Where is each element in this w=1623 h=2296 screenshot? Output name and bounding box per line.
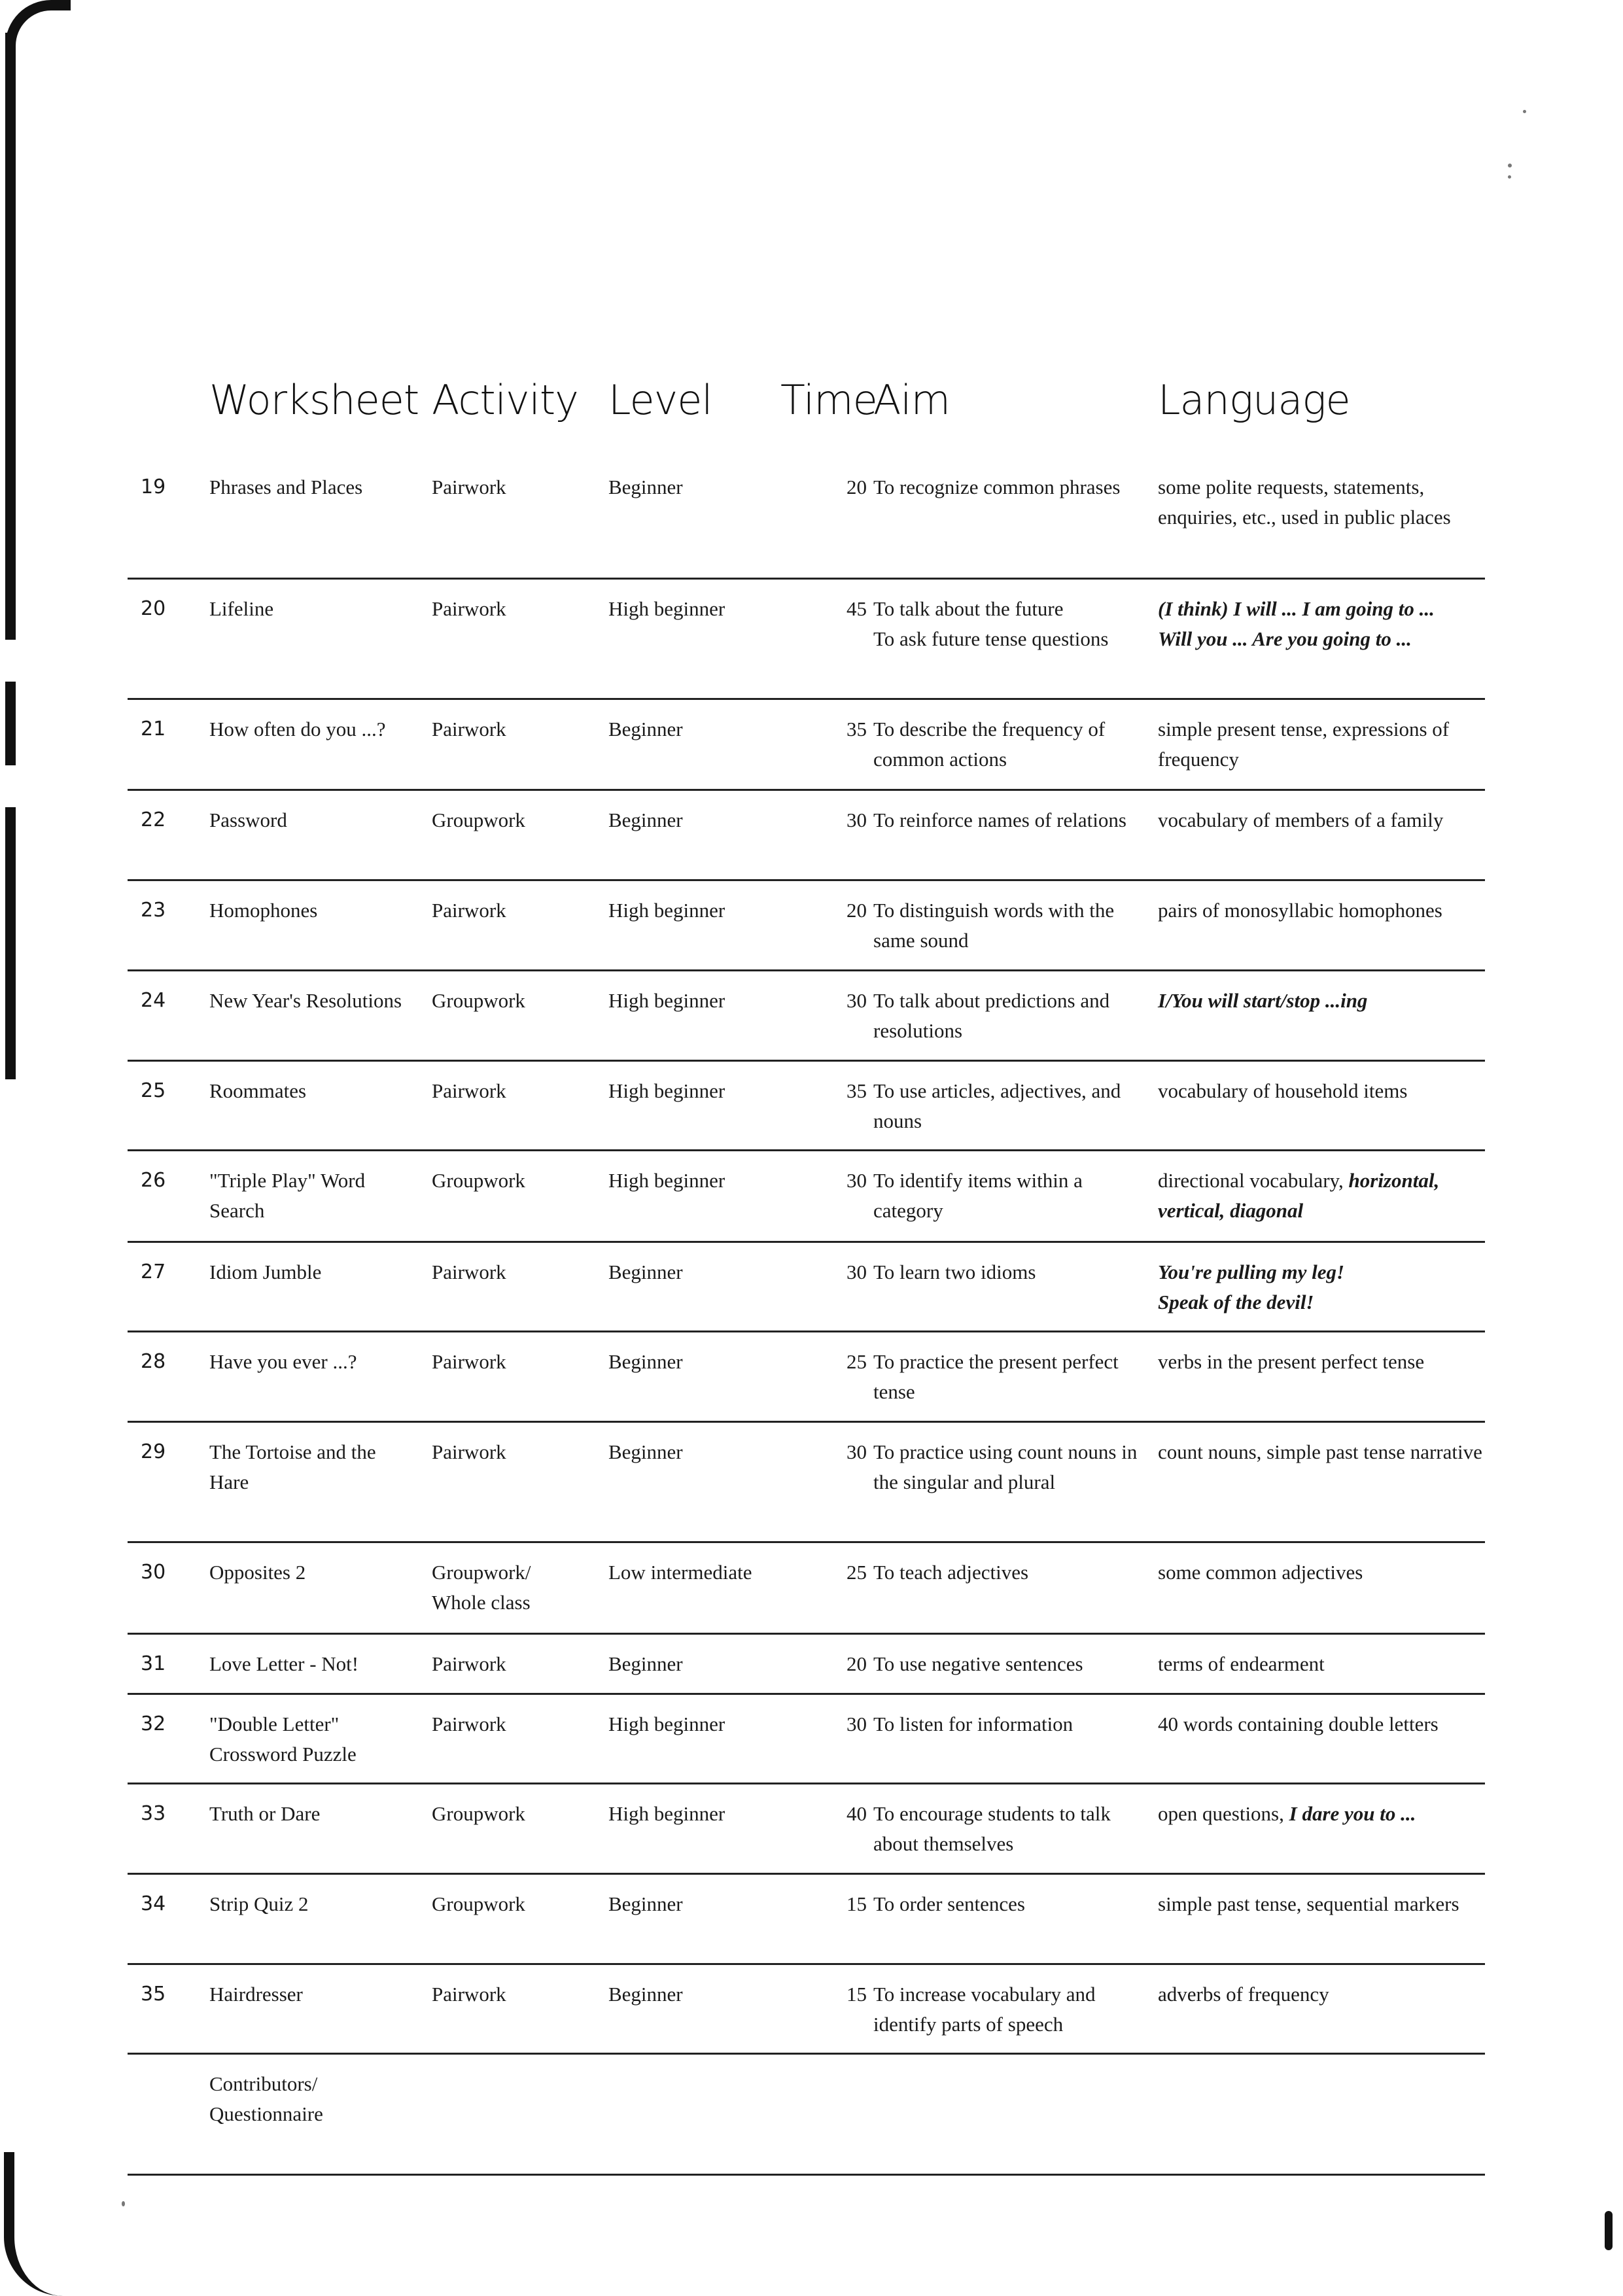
worksheet-title: Truth or Dare — [209, 1802, 321, 1825]
worksheet-title: Idiom Jumble — [209, 1261, 322, 1283]
level: Beginner — [608, 1440, 683, 1463]
row-number: 22 — [141, 809, 166, 831]
level: High beginner — [608, 1802, 725, 1825]
row-number: 27 — [141, 1261, 166, 1283]
row-number: 29 — [141, 1440, 166, 1463]
scan-speck — [122, 2201, 125, 2206]
table-row — [128, 881, 1485, 971]
row-number: 32 — [141, 1713, 166, 1735]
binding-edge-bottom — [4, 2152, 69, 2296]
row-number: 24 — [141, 989, 166, 1012]
language-plain: directional vocabulary, — [1158, 1169, 1344, 1192]
activity-type: Groupwork — [432, 1169, 525, 1192]
language: count nouns, simple past tense narrative — [1158, 1440, 1482, 1463]
language: terms of endearment — [1158, 1652, 1325, 1675]
level: Beginner — [608, 1350, 683, 1373]
time-minutes: 20 — [846, 1652, 867, 1675]
level: Beginner — [608, 1652, 683, 1675]
table-row — [128, 1243, 1485, 1332]
worksheet-title: Love Letter - Not! — [209, 1652, 359, 1675]
language: vocabulary of members of a family — [1158, 809, 1444, 831]
level: High beginner — [608, 989, 725, 1012]
time-minutes: 15 — [846, 1892, 867, 1915]
activity-type: Groupwork/ Whole class — [432, 1561, 531, 1614]
table-row — [128, 1695, 1485, 1784]
language: verbs in the present perfect tense — [1158, 1350, 1425, 1373]
activity-type: Groupwork — [432, 989, 525, 1012]
level: Beginner — [608, 809, 683, 831]
worksheet-title: The Tortoise and the Hare — [209, 1440, 376, 1493]
time-minutes: 20 — [846, 476, 867, 498]
aim: To talk about predictions and resolutions — [873, 989, 1110, 1042]
language: some common adjectives — [1158, 1561, 1363, 1584]
table-row — [128, 1875, 1485, 1965]
worksheet-title: Contributors/ Questionnaire — [209, 2072, 323, 2125]
header-language: Language — [1158, 376, 1350, 424]
activity-type: Pairwork — [432, 476, 506, 498]
time-minutes: 30 — [846, 1261, 867, 1283]
time-minutes: 30 — [846, 809, 867, 831]
aim: To order sentences — [873, 1892, 1025, 1915]
worksheet-title: Strip Quiz 2 — [209, 1892, 309, 1915]
language: I/You will start/stop ...ing — [1158, 989, 1368, 1012]
level: Beginner — [608, 1261, 683, 1283]
worksheet-title: Roommates — [209, 1079, 307, 1102]
language — [1158, 1799, 1492, 1829]
activity-type: Pairwork — [432, 899, 506, 922]
aim: To use articles, adjectives, and nouns — [873, 1079, 1121, 1132]
row-number: 23 — [141, 899, 166, 922]
worksheet-title: How often do you ...? — [209, 718, 386, 740]
language: pairs of monosyllabic homophones — [1158, 899, 1442, 922]
row-number: 21 — [141, 718, 166, 740]
header-aim: Aim — [873, 376, 951, 424]
table-row — [128, 1332, 1485, 1423]
time-minutes: 35 — [846, 718, 867, 740]
activity-type: Pairwork — [432, 1350, 506, 1373]
activity-type: Pairwork — [432, 1713, 506, 1735]
aim: To distinguish words with the same sound — [873, 899, 1115, 952]
aim: To teach adjectives — [873, 1561, 1029, 1584]
aim: To describe the frequency of common actions — [873, 718, 1106, 771]
time-minutes: 45 — [846, 597, 867, 620]
level: High beginner — [608, 1079, 725, 1102]
level: Beginner — [608, 718, 683, 740]
time-minutes: 15 — [846, 1983, 867, 2006]
aim: To practice the present perfect tense — [873, 1350, 1119, 1403]
time-minutes: 30 — [846, 1440, 867, 1463]
table-row — [128, 1965, 1485, 2055]
row-number: 30 — [141, 1561, 166, 1584]
table-row — [128, 791, 1485, 881]
row-number: 33 — [141, 1802, 166, 1825]
aim: To learn two idioms — [873, 1261, 1036, 1283]
table-row — [128, 1062, 1485, 1151]
aim: To reinforce names of relations — [873, 809, 1126, 831]
row-number: 25 — [141, 1079, 166, 1102]
aim: To recognize common phrases — [873, 476, 1121, 498]
language: You're pulling my leg! Speak of the devil! — [1158, 1261, 1345, 1313]
scan-speck — [1508, 175, 1511, 179]
worksheet-title: Have you ever ...? — [209, 1350, 357, 1373]
header-level: Level — [608, 376, 712, 424]
table-row — [128, 580, 1485, 700]
worksheet-title: Opposites 2 — [209, 1561, 306, 1584]
row-divider — [128, 2174, 1485, 2176]
row-number: 31 — [141, 1652, 166, 1675]
table-row — [128, 700, 1485, 791]
scan-speck — [1523, 110, 1526, 113]
time-minutes: 20 — [846, 899, 867, 922]
language-plain: open questions, — [1158, 1802, 1284, 1825]
language: simple past tense, sequential markers — [1158, 1892, 1459, 1915]
activity-type: Groupwork — [432, 1892, 525, 1915]
aim: To increase vocabulary and identify parts of speech — [873, 1983, 1096, 2036]
aim: To identify items within a category — [873, 1169, 1083, 1222]
row-number: 19 — [141, 476, 166, 498]
level: Low intermediate — [608, 1561, 752, 1584]
table-row — [128, 1151, 1485, 1243]
time-minutes: 40 — [846, 1802, 867, 1825]
language: some polite requests, statements, enquiries, etc., used in public places — [1158, 476, 1451, 529]
activity-type: Pairwork — [432, 597, 506, 620]
worksheet-title: Lifeline — [209, 597, 274, 620]
activity-type: Pairwork — [432, 1261, 506, 1283]
language: simple present tense, expressions of frequency — [1158, 718, 1450, 771]
table-row — [128, 1635, 1485, 1695]
aim: To talk about the future To ask future tense questions — [873, 597, 1109, 650]
level: High beginner — [608, 899, 725, 922]
worksheet-title: New Year's Resolutions — [209, 989, 402, 1012]
worksheet-title: "Double Letter" Crossword Puzzle — [209, 1713, 357, 1765]
aim: To use negative sentences — [873, 1652, 1083, 1675]
table-row — [128, 1423, 1485, 1543]
aim: To practice using count nouns in the singular and plural — [873, 1440, 1138, 1493]
language — [1158, 1166, 1492, 1226]
worksheet-title: Hairdresser — [209, 1983, 303, 2006]
time-minutes: 25 — [846, 1561, 867, 1584]
language-italic: horizontal, vertical, diagonal — [1158, 1169, 1440, 1222]
table-row — [128, 1784, 1485, 1875]
table-row — [128, 1543, 1485, 1635]
worksheet-title: Password — [209, 809, 287, 831]
row-number: 20 — [141, 597, 166, 620]
header-time: Time — [780, 376, 877, 424]
activity-type: Groupwork — [432, 809, 525, 831]
activity-type: Pairwork — [432, 1079, 506, 1102]
activity-type: Groupwork — [432, 1802, 525, 1825]
language: (I think) I will ... I am going to ... Will you ... Are you going to ... — [1158, 597, 1435, 650]
level: Beginner — [608, 1983, 683, 2006]
time-minutes: 30 — [846, 1169, 867, 1192]
header-activity: Activity — [432, 376, 578, 424]
activity-type: Pairwork — [432, 718, 506, 740]
table-row — [128, 2055, 1485, 2176]
activity-type: Pairwork — [432, 1652, 506, 1675]
row-number: 26 — [141, 1169, 166, 1192]
time-minutes: 30 — [846, 1713, 867, 1735]
worksheet-title: Phrases and Places — [209, 476, 363, 498]
language: adverbs of frequency — [1158, 1983, 1329, 2006]
level: High beginner — [608, 1713, 725, 1735]
scan-speck — [1508, 164, 1512, 167]
time-minutes: 35 — [846, 1079, 867, 1102]
scan-mark-right — [1605, 2211, 1613, 2250]
worksheet-title: "Triple Play" Word Search — [209, 1169, 366, 1222]
language: 40 words containing double letters — [1158, 1713, 1439, 1735]
level: High beginner — [608, 1169, 725, 1192]
language-italic: I dare you to ... — [1289, 1802, 1416, 1825]
row-number: 34 — [141, 1892, 166, 1915]
level: High beginner — [608, 597, 725, 620]
worksheet-title: Homophones — [209, 899, 318, 922]
table-row — [128, 971, 1485, 1062]
row-number: 28 — [141, 1350, 166, 1373]
language: vocabulary of household items — [1158, 1079, 1408, 1102]
level: Beginner — [608, 476, 683, 498]
table-row — [128, 458, 1485, 580]
time-minutes: 30 — [846, 989, 867, 1012]
activity-type: Pairwork — [432, 1440, 506, 1463]
binding-edge-left — [5, 33, 16, 1079]
header-worksheet: Worksheet — [209, 376, 419, 424]
aim: To listen for information — [873, 1713, 1073, 1735]
level: Beginner — [608, 1892, 683, 1915]
aim: To encourage students to talk about themselves — [873, 1802, 1111, 1855]
row-number: 35 — [141, 1983, 166, 2006]
time-minutes: 25 — [846, 1350, 867, 1373]
activity-type: Pairwork — [432, 1983, 506, 2006]
